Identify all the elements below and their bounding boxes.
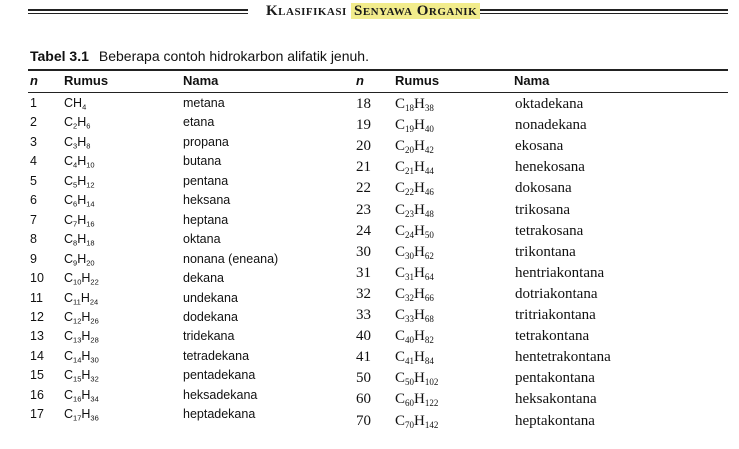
formula-cell bbox=[64, 194, 95, 207]
formula-hydrogen-symbol: H bbox=[414, 96, 425, 112]
formula-hydrogen-count: 32 bbox=[90, 374, 99, 384]
row-name: heksakontana bbox=[515, 391, 597, 407]
formula-hydrogen-count: 44 bbox=[424, 166, 434, 177]
row-name: dotriakontana bbox=[515, 286, 598, 302]
formula-carbon-symbol: C bbox=[64, 329, 74, 343]
formula-carbon-symbol: C bbox=[395, 286, 406, 302]
row-name: tetradekana bbox=[183, 349, 250, 363]
row-n: 20 bbox=[356, 138, 371, 154]
formula-hydrogen-symbol: H bbox=[414, 413, 425, 429]
formula-cell bbox=[395, 414, 438, 429]
formula-carbon-symbol: C bbox=[64, 232, 74, 246]
formula-hydrogen-symbol: H bbox=[77, 135, 87, 149]
formula-cell bbox=[395, 181, 434, 196]
row-name: henekosana bbox=[515, 159, 585, 175]
formula-hydrogen-symbol: H bbox=[77, 232, 87, 246]
row-n: 7 bbox=[30, 213, 37, 227]
formula-carbon-count: 11 bbox=[73, 297, 81, 307]
formula-carbon-count: 13 bbox=[73, 335, 82, 345]
formula-carbon-symbol: C bbox=[395, 223, 406, 239]
row-name: dodekana bbox=[183, 310, 238, 324]
formula-cell bbox=[395, 97, 434, 112]
formula-carbon-count: 70 bbox=[405, 420, 415, 431]
row-name: tritriakontana bbox=[515, 307, 596, 323]
col-header-formula-right: Rumus bbox=[395, 73, 440, 88]
formula-hydrogen-symbol: H bbox=[73, 96, 83, 110]
formula-hydrogen-symbol: H bbox=[77, 174, 87, 188]
row-n: 4 bbox=[30, 154, 37, 168]
formula-hydrogen-count: 12 bbox=[86, 180, 95, 190]
formula-hydrogen-symbol: H bbox=[80, 291, 90, 305]
formula-hydrogen-count: 38 bbox=[424, 103, 434, 114]
formula-carbon-symbol: C bbox=[64, 388, 74, 402]
formula-hydrogen-symbol: H bbox=[81, 388, 91, 402]
formula-carbon-symbol: C bbox=[395, 413, 406, 429]
formula-carbon-symbol: C bbox=[395, 307, 406, 323]
row-name: hentriakontana bbox=[515, 265, 605, 281]
formula-hydrogen-count: 50 bbox=[424, 230, 434, 241]
formula-carbon-count: 2 bbox=[73, 121, 78, 131]
formula-cell bbox=[64, 292, 98, 305]
formula-cell bbox=[64, 253, 95, 266]
formula-hydrogen-count: 40 bbox=[424, 124, 434, 135]
formula-hydrogen-symbol: H bbox=[77, 213, 87, 227]
formula-hydrogen-symbol: H bbox=[414, 391, 425, 407]
formula-hydrogen-symbol: H bbox=[81, 407, 91, 421]
row-n: 22 bbox=[356, 180, 371, 196]
col-header-name-left: Nama bbox=[183, 73, 219, 88]
col-header-formula-left: Rumus bbox=[64, 73, 109, 88]
row-name: nonana (eneana) bbox=[183, 252, 279, 266]
formula-carbon-symbol: C bbox=[395, 349, 406, 365]
formula-hydrogen-count: 6 bbox=[86, 121, 91, 131]
formula-hydrogen-symbol: H bbox=[81, 271, 91, 285]
formula-cell bbox=[395, 308, 434, 323]
row-name: tetrakosana bbox=[515, 223, 584, 239]
row-name: dekana bbox=[183, 271, 225, 285]
formula-hydrogen-symbol: H bbox=[81, 310, 91, 324]
formula-cell bbox=[395, 287, 434, 302]
row-n: 17 bbox=[30, 407, 44, 421]
formula-hydrogen-symbol: H bbox=[414, 307, 425, 323]
formula-carbon-symbol: C bbox=[64, 96, 74, 110]
formula-hydrogen-count: 82 bbox=[424, 335, 434, 346]
row-n: 9 bbox=[30, 252, 37, 266]
row-n: 50 bbox=[356, 370, 371, 386]
formula-carbon-count: 16 bbox=[73, 394, 82, 404]
formula-carbon-symbol: C bbox=[64, 310, 74, 324]
formula-carbon-symbol: C bbox=[64, 213, 74, 227]
formula-carbon-count: 50 bbox=[405, 377, 415, 388]
row-n: 60 bbox=[356, 391, 371, 407]
formula-carbon-count: 6 bbox=[73, 199, 78, 209]
formula-hydrogen-symbol: H bbox=[414, 223, 425, 239]
formula-cell bbox=[64, 97, 86, 110]
formula-carbon-count: 24 bbox=[405, 230, 415, 241]
formula-carbon-symbol: C bbox=[395, 138, 406, 154]
section-title bbox=[266, 3, 480, 20]
formula-cell bbox=[395, 224, 434, 239]
table-caption-text: Beberapa contoh hidrokarbon alifatik jenuh. bbox=[98, 48, 369, 64]
formula-carbon-count: 7 bbox=[73, 219, 78, 229]
formula-cell bbox=[395, 203, 434, 218]
row-name: oktana bbox=[183, 232, 221, 246]
formula-hydrogen-count: 84 bbox=[424, 356, 434, 367]
formula-hydrogen-symbol: H bbox=[414, 328, 425, 344]
formula-carbon-count: 5 bbox=[73, 180, 78, 190]
formula-hydrogen-count: 20 bbox=[86, 258, 95, 268]
formula-carbon-symbol: C bbox=[395, 370, 406, 386]
formula-carbon-count: 40 bbox=[405, 335, 415, 346]
formula-carbon-symbol: C bbox=[64, 252, 74, 266]
formula-carbon-count: 41 bbox=[405, 356, 415, 367]
formula-carbon-count: 19 bbox=[405, 124, 415, 135]
formula-hydrogen-symbol: H bbox=[414, 286, 425, 302]
formula-cell bbox=[395, 245, 434, 260]
formula-carbon-symbol: C bbox=[64, 154, 74, 168]
formula-cell bbox=[395, 371, 438, 386]
row-name: trikosana bbox=[515, 202, 570, 218]
row-name: etana bbox=[183, 115, 215, 129]
formula-carbon-symbol: C bbox=[395, 202, 406, 218]
formula-hydrogen-symbol: H bbox=[414, 244, 425, 260]
row-name: heksadekana bbox=[183, 388, 258, 402]
col-header-n-left: n bbox=[30, 73, 38, 88]
row-n: 8 bbox=[30, 232, 37, 246]
formula-carbon-count: 14 bbox=[73, 355, 82, 365]
formula-hydrogen-count: 122 bbox=[424, 398, 439, 409]
formula-cell bbox=[64, 214, 95, 227]
row-name: pentadekana bbox=[183, 368, 256, 382]
formula-hydrogen-count: 28 bbox=[90, 335, 99, 345]
formula-carbon-symbol: C bbox=[64, 271, 74, 285]
formula-hydrogen-symbol: H bbox=[414, 265, 425, 281]
formula-carbon-count: 4 bbox=[73, 160, 78, 170]
formula-hydrogen-symbol: H bbox=[414, 159, 425, 175]
formula-cell bbox=[64, 408, 99, 421]
row-name: nonadekana bbox=[515, 117, 587, 133]
formula-carbon-symbol: C bbox=[395, 391, 406, 407]
row-name: propana bbox=[183, 135, 229, 149]
formula-cell bbox=[64, 136, 90, 149]
section-title-prefix: Klasifikasi bbox=[266, 3, 351, 19]
formula-carbon-count: 8 bbox=[73, 238, 78, 248]
formula-carbon-count: 23 bbox=[405, 209, 415, 220]
formula-carbon-count: 33 bbox=[405, 314, 415, 325]
row-n: 5 bbox=[30, 174, 37, 188]
formula-carbon-symbol: C bbox=[395, 265, 406, 281]
formula-hydrogen-count: 142 bbox=[424, 420, 439, 431]
row-name: pentana bbox=[183, 174, 229, 188]
table-caption bbox=[30, 48, 369, 64]
formula-hydrogen-symbol: H bbox=[77, 154, 87, 168]
formula-cell bbox=[64, 233, 95, 246]
formula-hydrogen-count: 22 bbox=[90, 277, 99, 287]
row-n: 24 bbox=[356, 223, 371, 239]
formula-carbon-count: 60 bbox=[405, 398, 415, 409]
row-n: 32 bbox=[356, 286, 371, 302]
row-name: heksana bbox=[183, 193, 231, 207]
formula-carbon-count: 21 bbox=[405, 166, 415, 177]
row-name: pentakontana bbox=[515, 370, 595, 386]
row-n: 10 bbox=[30, 271, 44, 285]
formula-hydrogen-count: 62 bbox=[424, 251, 434, 262]
formula-carbon-symbol: C bbox=[64, 193, 74, 207]
formula-hydrogen-symbol: H bbox=[77, 252, 87, 266]
row-n: 16 bbox=[30, 388, 44, 402]
formula-hydrogen-symbol: H bbox=[81, 368, 91, 382]
row-n: 1 bbox=[30, 96, 37, 110]
formula-hydrogen-count: 26 bbox=[90, 316, 99, 326]
formula-carbon-count: 18 bbox=[405, 103, 415, 114]
row-name: heptakontana bbox=[515, 413, 595, 429]
formula-hydrogen-count: 10 bbox=[86, 160, 95, 170]
formula-cell bbox=[395, 392, 438, 407]
formula-carbon-symbol: C bbox=[395, 117, 406, 133]
formula-cell bbox=[64, 311, 99, 324]
row-name: ekosana bbox=[515, 138, 564, 154]
formula-hydrogen-count: 8 bbox=[86, 141, 91, 151]
row-n: 13 bbox=[30, 329, 44, 343]
row-n: 14 bbox=[30, 349, 44, 363]
col-header-n-right: n bbox=[356, 73, 364, 88]
formula-hydrogen-count: 18 bbox=[86, 238, 95, 248]
formula-carbon-symbol: C bbox=[395, 159, 406, 175]
formula-carbon-count: 30 bbox=[405, 251, 415, 262]
formula-cell bbox=[395, 329, 434, 344]
row-n: 2 bbox=[30, 115, 37, 129]
formula-carbon-symbol: C bbox=[395, 244, 406, 260]
formula-cell bbox=[64, 175, 95, 188]
row-n: 18 bbox=[356, 96, 371, 112]
row-name: butana bbox=[183, 154, 222, 168]
formula-hydrogen-symbol: H bbox=[414, 138, 425, 154]
formula-carbon-count: 20 bbox=[405, 145, 415, 156]
formula-hydrogen-symbol: H bbox=[77, 193, 87, 207]
formula-carbon-symbol: C bbox=[395, 180, 406, 196]
row-name: hentetrakontana bbox=[515, 349, 611, 365]
table-header-rule bbox=[28, 92, 728, 93]
formula-carbon-symbol: C bbox=[64, 368, 74, 382]
section-title-highlight: Senyawa Organik bbox=[351, 3, 480, 19]
formula-carbon-symbol: C bbox=[64, 349, 74, 363]
formula-hydrogen-symbol: H bbox=[77, 115, 87, 129]
formula-cell bbox=[64, 116, 90, 129]
formula-hydrogen-count: 66 bbox=[424, 293, 434, 304]
table-top-rule bbox=[28, 69, 728, 71]
formula-carbon-count: 9 bbox=[73, 258, 78, 268]
formula-hydrogen-symbol: H bbox=[81, 329, 91, 343]
row-n: 40 bbox=[356, 328, 371, 344]
formula-cell bbox=[395, 139, 434, 154]
formula-hydrogen-symbol: H bbox=[414, 349, 425, 365]
formula-carbon-count: 22 bbox=[405, 187, 415, 198]
formula-hydrogen-count: 36 bbox=[90, 413, 99, 423]
formula-hydrogen-count: 24 bbox=[89, 297, 99, 307]
formula-carbon-count: 3 bbox=[73, 141, 78, 151]
formula-hydrogen-count: 64 bbox=[424, 272, 434, 283]
formula-cell bbox=[64, 155, 95, 168]
formula-hydrogen-count: 4 bbox=[82, 102, 87, 112]
row-n: 12 bbox=[30, 310, 44, 324]
table-label: Tabel 3.1 bbox=[30, 48, 89, 64]
row-n: 30 bbox=[356, 244, 371, 260]
formula-cell bbox=[64, 389, 99, 402]
formula-hydrogen-symbol: H bbox=[414, 117, 425, 133]
header-rule-left bbox=[28, 9, 248, 14]
row-name: tridekana bbox=[183, 329, 235, 343]
formula-hydrogen-count: 14 bbox=[86, 199, 95, 209]
row-name: trikontana bbox=[515, 244, 576, 260]
formula-hydrogen-count: 42 bbox=[424, 145, 434, 156]
row-n: 33 bbox=[356, 307, 371, 323]
formula-hydrogen-symbol: H bbox=[414, 180, 425, 196]
row-name: undekana bbox=[183, 291, 238, 305]
row-n: 23 bbox=[356, 202, 371, 218]
row-n: 3 bbox=[30, 135, 37, 149]
row-n: 6 bbox=[30, 193, 37, 207]
row-name: dokosana bbox=[515, 180, 572, 196]
row-name: metana bbox=[183, 96, 225, 110]
formula-carbon-symbol: C bbox=[64, 291, 74, 305]
formula-hydrogen-symbol: H bbox=[81, 349, 91, 363]
row-n: 11 bbox=[30, 291, 43, 305]
formula-cell bbox=[395, 350, 434, 365]
formula-carbon-symbol: C bbox=[395, 96, 406, 112]
formula-carbon-count: 12 bbox=[73, 316, 82, 326]
formula-hydrogen-count: 16 bbox=[86, 219, 95, 229]
formula-carbon-count: 17 bbox=[73, 413, 82, 423]
formula-cell bbox=[64, 350, 99, 363]
formula-cell bbox=[395, 160, 434, 175]
formula-cell bbox=[395, 266, 434, 281]
formula-carbon-count: 31 bbox=[405, 272, 415, 283]
col-header-name-right: Nama bbox=[514, 73, 550, 88]
row-n: 19 bbox=[356, 117, 371, 133]
formula-carbon-count: 10 bbox=[73, 277, 82, 287]
formula-hydrogen-count: 102 bbox=[424, 377, 439, 388]
formula-carbon-count: 32 bbox=[405, 293, 415, 304]
formula-cell bbox=[395, 118, 434, 133]
formula-hydrogen-count: 48 bbox=[424, 209, 434, 220]
row-name: heptadekana bbox=[183, 407, 256, 421]
formula-hydrogen-symbol: H bbox=[414, 370, 425, 386]
row-name: heptana bbox=[183, 213, 229, 227]
row-name: tetrakontana bbox=[515, 328, 590, 344]
formula-cell bbox=[64, 330, 99, 343]
formula-cell bbox=[64, 272, 99, 285]
formula-carbon-count: 15 bbox=[73, 374, 82, 384]
formula-carbon-symbol: C bbox=[64, 115, 74, 129]
row-n: 70 bbox=[356, 413, 371, 429]
formula-hydrogen-count: 46 bbox=[424, 187, 434, 198]
header-rule-right bbox=[480, 9, 728, 14]
formula-carbon-symbol: C bbox=[64, 174, 74, 188]
formula-hydrogen-count: 30 bbox=[90, 355, 99, 365]
row-n: 41 bbox=[356, 349, 371, 365]
row-n: 21 bbox=[356, 159, 371, 175]
formula-hydrogen-symbol: H bbox=[414, 202, 425, 218]
formula-carbon-symbol: C bbox=[64, 135, 74, 149]
formula-carbon-symbol: C bbox=[395, 328, 406, 344]
formula-hydrogen-count: 34 bbox=[90, 394, 99, 404]
formula-carbon-symbol: C bbox=[64, 407, 74, 421]
row-name: oktadekana bbox=[515, 96, 584, 112]
formula-cell bbox=[64, 369, 99, 382]
row-n: 31 bbox=[356, 265, 371, 281]
formula-hydrogen-count: 68 bbox=[424, 314, 434, 325]
row-n: 15 bbox=[30, 368, 44, 382]
